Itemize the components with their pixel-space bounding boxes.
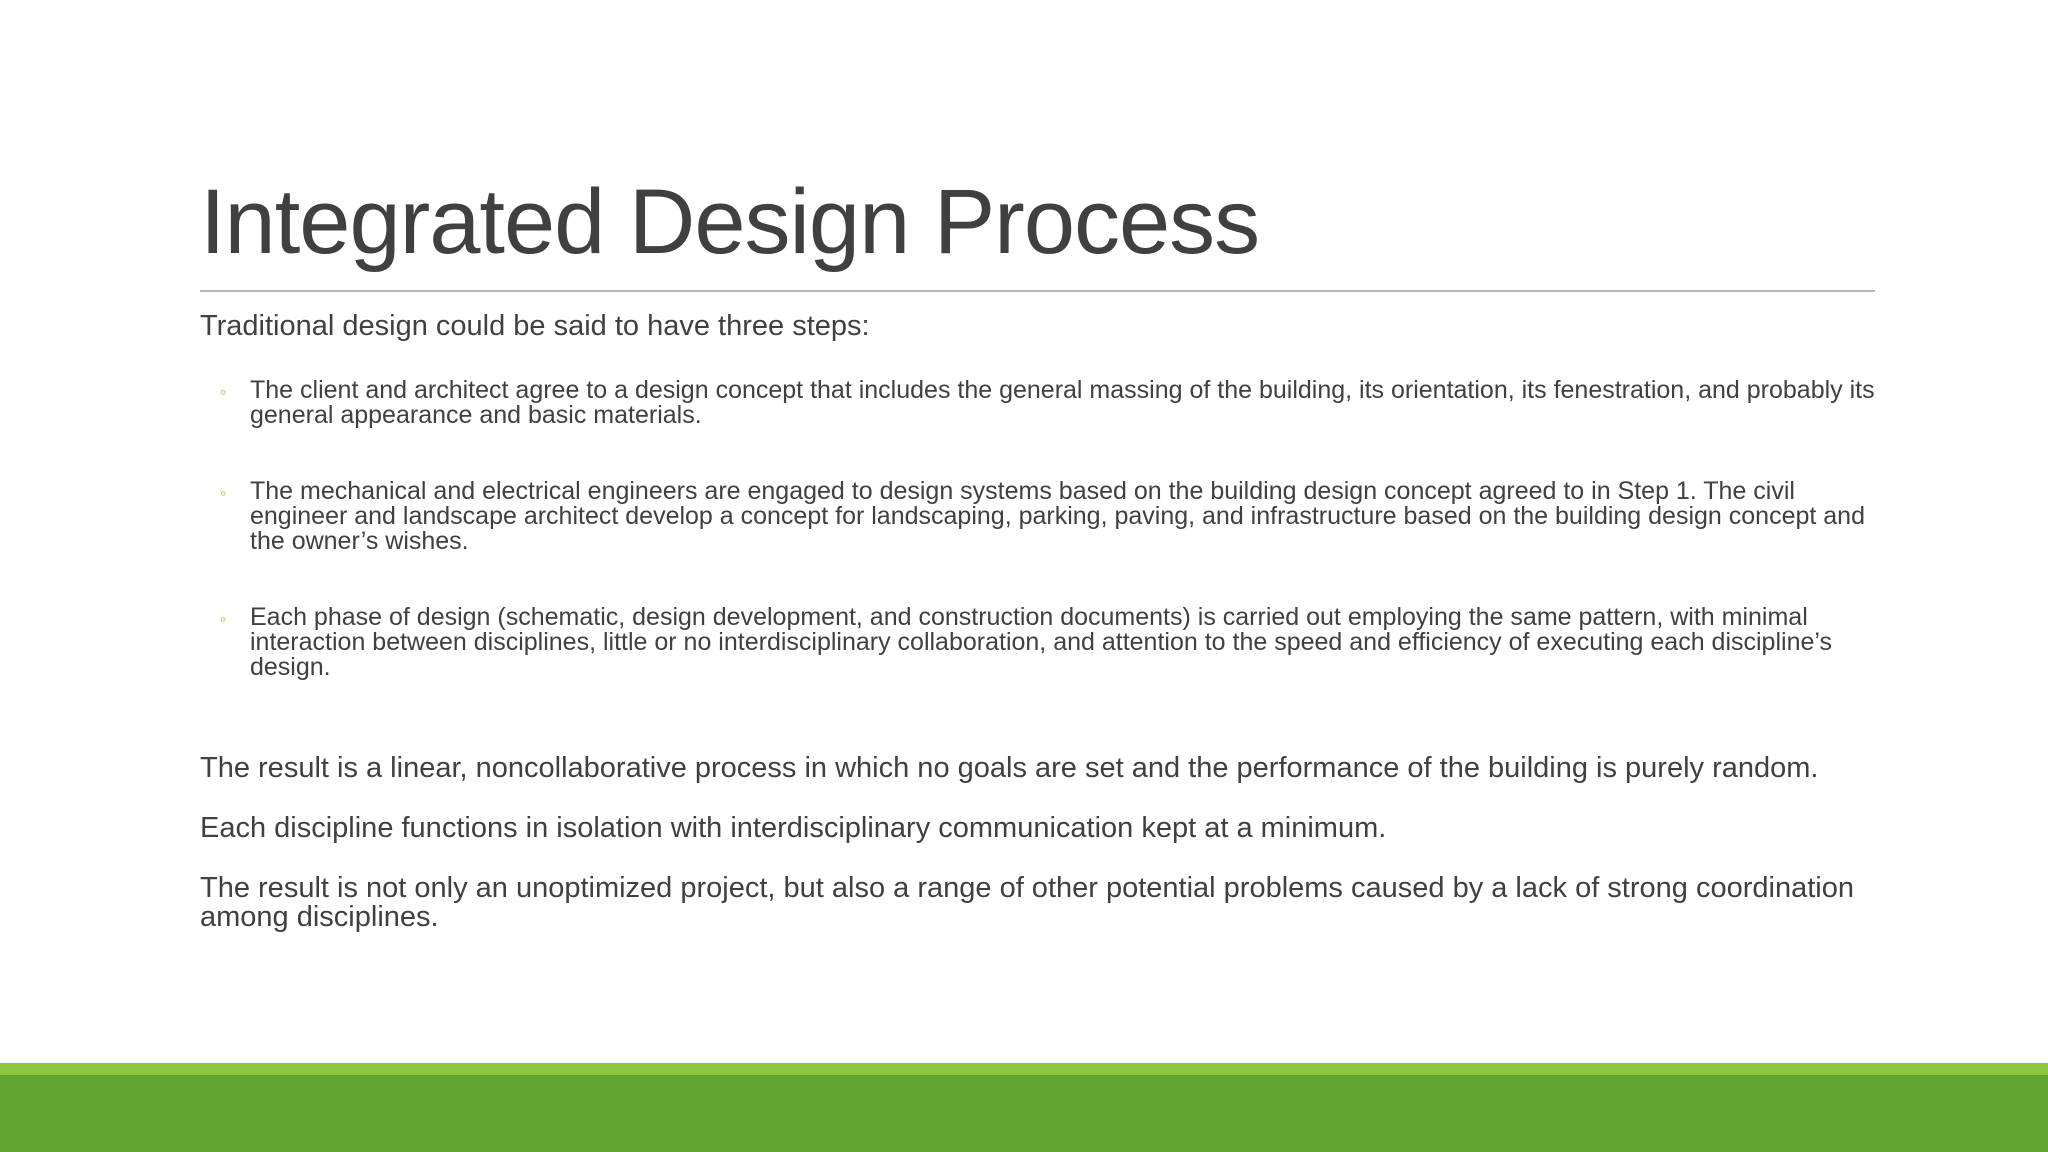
slide-title: Integrated Design Process — [200, 171, 1260, 273]
bullet-marker-icon: ◦ — [220, 382, 227, 402]
body-paragraph: The result is a linear, noncollaborative process in which no goals are set and the performance of the building is purely random. — [200, 752, 1819, 784]
bullet-text: The mechanical and electrical engineers are engaged to design systems based on the building design concept agreed to in Step 1. The civil engineer and landscape architect develop a concept for landscaping, parking, paving, and infrastructure based on the building design concept and the owner’s wishes. — [250, 477, 1865, 555]
title-divider — [200, 290, 1875, 292]
footer-bar — [0, 1075, 2048, 1152]
bullet-marker-icon: ◦ — [220, 483, 227, 503]
body-paragraph: The result is not only an unoptimized project, but also a range of other potential problems caused by a lack of strong coordination among disciplines. — [200, 872, 1854, 933]
intro-text: Traditional design could be said to have three steps: — [200, 310, 870, 342]
body-paragraph: Each discipline functions in isolation with interdisciplinary communication kept at a minimum. — [200, 812, 1387, 844]
slide-body — [200, 308, 1880, 963]
bullet-item — [200, 605, 1880, 680]
bullet-text: The client and architect agree to a design concept that includes the general massing of the building, its orientation, its fenestration, and probably its general appearance and basic materials. — [250, 376, 1875, 429]
footer-accent-bar — [0, 1063, 2048, 1075]
bullet-list — [200, 378, 1880, 680]
bullet-text: Each phase of design (schematic, design development, and construction documents) is carried out employing the same pattern, with minimal interaction between disciplines, little or no interdisciplinary collaboration, and attention to the speed and efficiency of executing each discipline’s design. — [250, 603, 1832, 681]
bullet-item — [200, 378, 1880, 428]
bullet-item — [200, 479, 1880, 554]
bullet-marker-icon: ◦ — [220, 609, 227, 629]
